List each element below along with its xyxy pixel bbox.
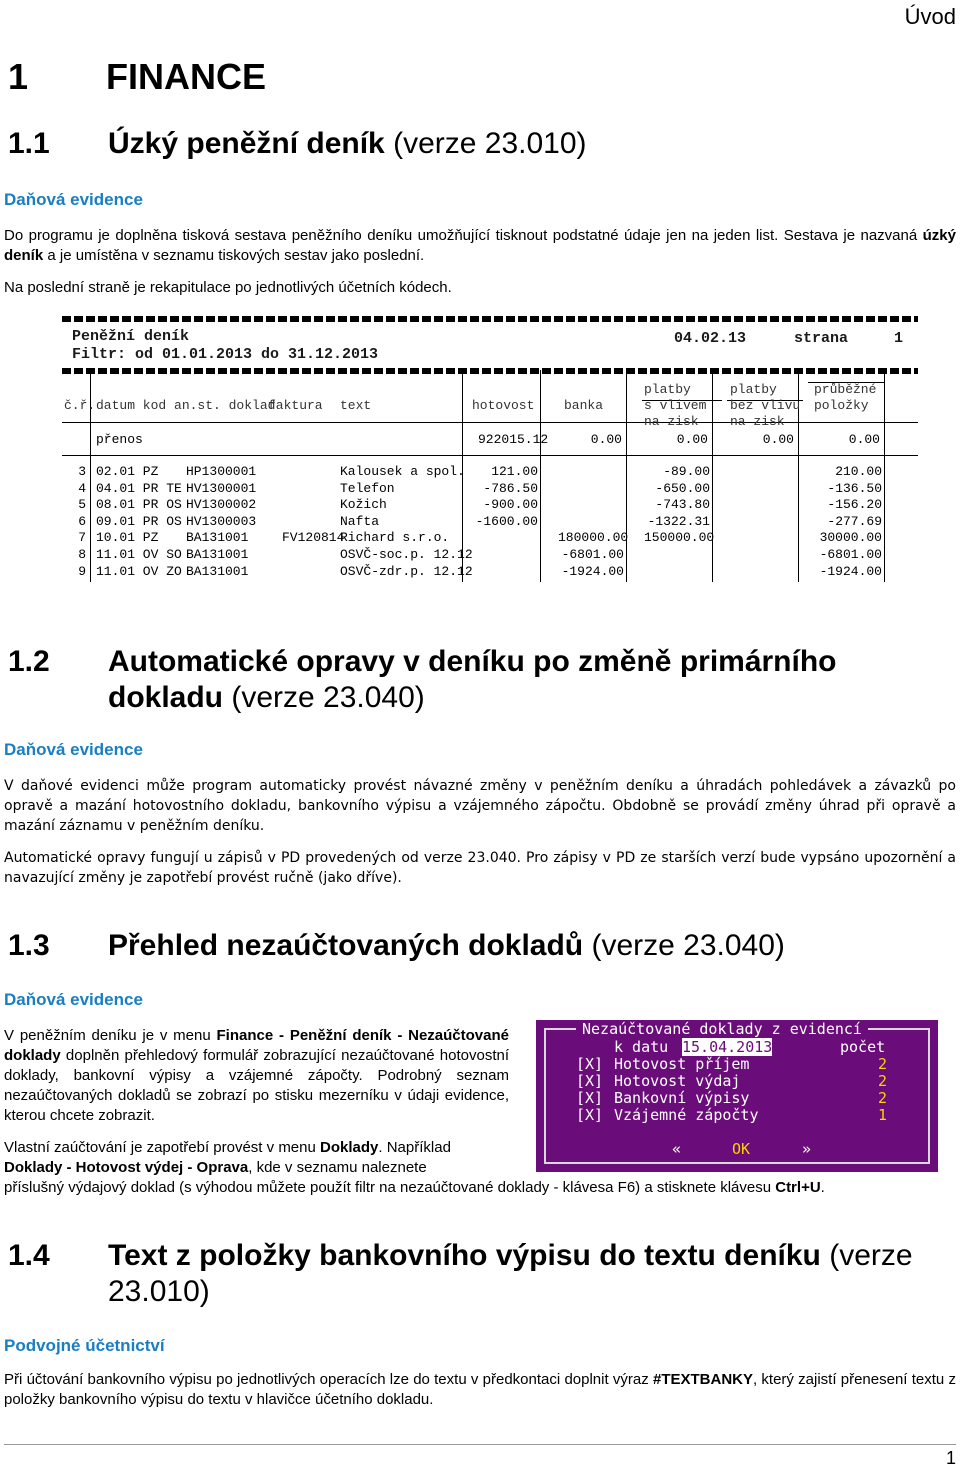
ledger-cell: 5	[78, 497, 86, 513]
ledger-cell: OSVČ-zdr.p. 12.12	[340, 563, 473, 579]
col-header: faktura	[268, 398, 323, 413]
carry-value: 0.00	[762, 432, 794, 447]
ledger-date: 04.02.13	[674, 330, 747, 347]
col-header: platby bez vlivu na zisk	[730, 382, 801, 429]
ledger-filter: Filtr: od 01.01.2013 do 31.12.2013	[72, 346, 379, 363]
paragraph: V daňové evidenci může program automaticky provést návazné změny v peněžním deníku a úhradách pohledávek a závazků po opravě a mazání hotovostního dokladu, bankovního výpisu a vzájemného zápočtu. Obdobně se provádí změny úhrad při opravě a mazání záznamu v peněžním deníku.	[4, 778, 956, 834]
ledger-page-label: strana	[794, 330, 849, 347]
ledger-cell: HV1300002	[186, 497, 257, 513]
ledger-cell: HP1300001	[186, 464, 257, 479]
ledger-cell: Richard s.r.o.	[340, 530, 450, 546]
ledger-cell: 4	[78, 480, 86, 496]
dialog-checkbox[interactable]: [X]	[576, 1089, 604, 1107]
ledger-cell: 180000.00	[558, 530, 629, 546]
section-version: (verze 23.040)	[591, 929, 785, 962]
unposted-documents-dialog	[536, 1020, 938, 1172]
dialog-ok-button[interactable]: OK	[732, 1140, 751, 1158]
section-version: (verze 23.040)	[231, 681, 425, 714]
ledger-cell: 09.01 PR OS	[96, 513, 182, 529]
ledger-cell: 30000.00	[819, 530, 882, 546]
col-header: č.ř.	[64, 398, 96, 413]
paragraph: Na poslední straně je rekapitulace po jednotlivých účetních kódech.	[4, 279, 452, 296]
dialog-date-field[interactable]: 15.04.2013	[682, 1038, 773, 1056]
section-number: 1.2	[8, 645, 50, 678]
carry-value: 922015.12	[478, 432, 549, 447]
ledger-cell: -156.20	[827, 497, 882, 513]
paragraph: Při účtování bankovního výpisu po jednotlivých operacích lze do textu v předkontaci doplnit výraz #TEXTBANKY, který zajistí přenesení textu z položky bankovního výpisu do textu v hlavičce účetního dokladu.	[4, 1371, 956, 1408]
dialog-item-count: 2	[878, 1072, 888, 1090]
ledger-cell: 11.01 OV ZO	[96, 563, 182, 579]
ledger-cell: OSVČ-soc.p. 12.12	[340, 547, 473, 562]
ledger-title: Peněžní deník	[72, 328, 190, 345]
carry-label: přenos	[96, 432, 143, 447]
section-category: Daňová evidence	[4, 190, 143, 209]
carry-value: 0.00	[848, 432, 880, 447]
chapter-title: FINANCE	[106, 56, 266, 97]
dialog-checkbox[interactable]: [X]	[576, 1055, 604, 1073]
ledger-cell: 11.01 OV SO	[96, 547, 182, 562]
ledger-cell: 8	[78, 547, 86, 562]
ledger-cell: -1924.00	[819, 563, 882, 579]
paragraph: Do programu je doplněna tisková sestava peněžního deníku umožňující tisknout podstatné údaje jen na jeden list. Sestava je nazvaná úzký deník a je umístěna v seznamu tiskových sestav jako poslední.	[4, 227, 956, 264]
chapter-number: 1	[8, 56, 29, 97]
footer-rule	[4, 1444, 956, 1445]
section-title: Automatické opravy v deníku po změně primárního dokladu	[108, 645, 837, 714]
ledger-cell: -1322.31	[647, 513, 710, 529]
ledger-cell: Kožich	[340, 497, 387, 513]
ledger-cell: 7	[78, 530, 86, 546]
ledger-cell: 04.01 PR TE	[96, 480, 182, 496]
dialog-count-label: počet	[840, 1038, 886, 1056]
dialog-item-label: Hotovost příjem	[614, 1055, 750, 1073]
dialog-item-label: Hotovost výdaj	[614, 1072, 741, 1090]
chapter-heading	[8, 56, 266, 98]
paragraph: Vlastní zaúčtování je zapotřebí provést v menu Doklady. Například Doklady - Hotovost výdej - Oprava, kde v seznamu naleznete příslušný výdajový doklad (s výhodou můžete použít filtr na nezaúčtované doklady - klávesa F6) a stisknete klávesu Ctrl+U.	[4, 1139, 825, 1196]
ledger-row	[62, 464, 918, 480]
dialog-item-count: 2	[878, 1055, 888, 1073]
col-header: banka	[564, 398, 604, 413]
ledger-cell: 150000.00	[644, 530, 715, 546]
ledger-row	[62, 547, 918, 563]
ledger-cell: 10.01 PZ	[96, 530, 159, 546]
section-number: 1.3	[8, 929, 50, 962]
section-heading-1-2	[8, 644, 958, 716]
ledger-cell: -900.00	[483, 497, 538, 513]
ledger-cell: 08.01 PR OS	[96, 497, 182, 513]
ledger-row	[62, 481, 918, 497]
section-number: 1.1	[8, 127, 50, 160]
header-section-label: Úvod	[904, 4, 956, 29]
ledger-cell: 3	[78, 464, 86, 479]
ledger-row	[62, 564, 918, 580]
section-category: Daňová evidence	[4, 740, 143, 759]
ledger-cell: 210.00	[835, 464, 882, 479]
section-heading-1-1	[8, 126, 958, 162]
section-category: Podvojné účetnictví	[4, 1336, 165, 1355]
col-header: platby s vlivem na zisk	[644, 382, 707, 429]
ledger-cell: Telefon	[340, 480, 395, 496]
col-header: průběžné položky	[814, 382, 877, 413]
page-number: 1	[945, 1448, 956, 1468]
ledger-print-preview	[62, 312, 918, 582]
ledger-cell: -89.00	[663, 464, 710, 479]
col-header: datum kod an.st. doklad	[96, 398, 276, 413]
ledger-cell: 02.01 PZ	[96, 464, 159, 479]
carry-value: 0.00	[676, 432, 708, 447]
col-header: hotovost	[472, 398, 535, 413]
dialog-checkbox[interactable]: [X]	[576, 1106, 604, 1124]
section-category: Daňová evidence	[4, 990, 143, 1009]
dialog-next-button[interactable]: »	[802, 1140, 812, 1158]
ledger-cell: -1924.00	[561, 563, 624, 579]
ledger-cell: -650.00	[655, 480, 710, 496]
paragraph: Automatické opravy fungují u zápisů v PD provedených od verze 23.040. Pro zápisy v PD ze starších verzí bude vypsáno upozornění a navazující změny je zapotřebí provést ručně (jako dříve).	[4, 850, 956, 886]
ledger-cell: -6801.00	[561, 547, 624, 562]
dialog-prev-button[interactable]: «	[672, 1140, 682, 1158]
ledger-cell: -786.50	[483, 480, 538, 496]
ledger-cell: -1600.00	[475, 513, 538, 529]
ledger-cell: 121.00	[491, 464, 538, 479]
ledger-cell: -136.50	[827, 480, 882, 496]
ledger-cell: -743.80	[655, 497, 710, 513]
ledger-cell: BA131001	[186, 530, 249, 546]
section-heading-1-4	[8, 1238, 958, 1310]
ledger-cell: FV120814	[282, 530, 345, 546]
ledger-cell: 9	[78, 563, 86, 579]
carry-value: 0.00	[590, 432, 622, 447]
dialog-item-label: Vzájemné zápočty	[614, 1106, 759, 1124]
ledger-row	[62, 514, 918, 530]
ledger-cell: BA131001	[186, 563, 249, 579]
ledger-cell: 6	[78, 513, 86, 529]
ledger-cell: -277.69	[827, 513, 882, 529]
dialog-item-count: 2	[878, 1089, 888, 1107]
section-version: (verze 23.010)	[393, 127, 587, 160]
section-title: Přehled nezaúčtovaných dokladů	[108, 929, 584, 962]
section-title: Úzký peněžní deník	[108, 127, 385, 160]
ledger-cell: Kalousek a spol.	[340, 464, 465, 479]
ledger-row	[62, 497, 918, 513]
ledger-cell: HV1300001	[186, 480, 257, 496]
col-header: text	[340, 398, 372, 413]
carry-row	[62, 432, 918, 448]
ledger-row	[62, 530, 918, 546]
dialog-checkbox[interactable]: [X]	[576, 1072, 604, 1090]
dialog-title: Nezaúčtované doklady z evidencí	[576, 1020, 868, 1038]
ledger-cell: -6801.00	[819, 547, 882, 562]
paragraph: V peněžním deníku je v menu Finance - Peněžní deník - Nezaúčtované doklady doplněn přehledový formulář zobrazující nezaúčtované hotovostní doklady, bankovní výpisy a vzájemné zápočty. Podrobný seznam nezaúčtovaných dokladů se zobrazí po stisku mezerníku v údaji evidence, kterou chcete zobrazit.	[4, 1027, 509, 1124]
section-number: 1.4	[8, 1239, 50, 1272]
ledger-cell: HV1300003	[186, 513, 257, 529]
section-heading-1-3	[8, 928, 958, 964]
section-version: (verze 23.010)	[108, 1239, 913, 1308]
dialog-date-label: k datu	[614, 1038, 669, 1056]
ledger-cell: BA131001	[186, 547, 249, 562]
section-title: Text z položky bankovního výpisu do textu deníku	[108, 1239, 821, 1272]
dialog-item-count: 1	[878, 1106, 888, 1124]
dialog-item-label: Bankovní výpisy	[614, 1089, 750, 1107]
ledger-cell: Nafta	[340, 513, 380, 529]
ledger-page-number: 1	[894, 330, 904, 347]
